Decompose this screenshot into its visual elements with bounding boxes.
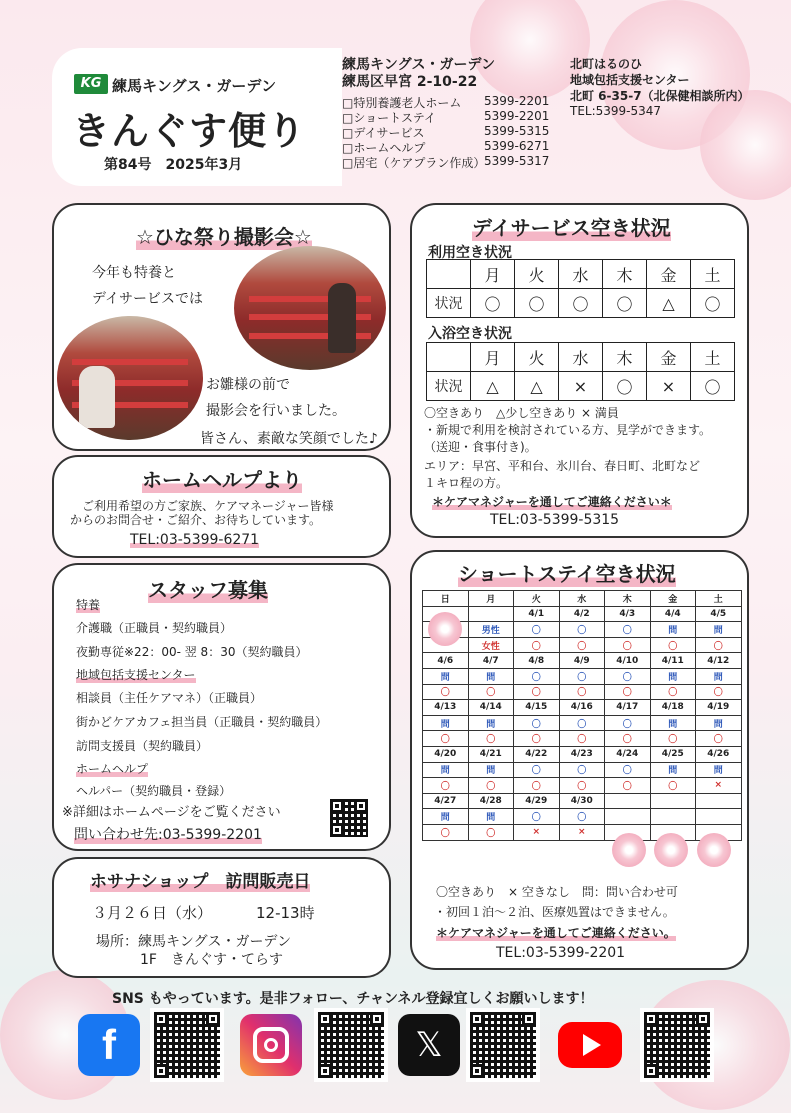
short-stay-cell: 〇	[696, 684, 742, 700]
short-stay-cell: 〇	[605, 684, 651, 700]
short-stay-cell: 問	[468, 762, 514, 778]
short-stay-cell: 〇	[423, 731, 469, 747]
short-stay-cell: 〇	[559, 715, 605, 731]
short-stay-cell: 問	[423, 668, 469, 684]
short-stay-cell: 〇	[605, 778, 651, 794]
short-stay-cell: 〇	[514, 731, 560, 747]
short-stay-day-header: 木	[605, 591, 651, 607]
short-stay-cell: 問	[650, 715, 696, 731]
short-stay-date: 4/23	[559, 746, 605, 762]
short-stay-date: 4/11	[650, 653, 696, 669]
org-name: 練馬キングス・ガーデン	[112, 77, 277, 95]
short-stay-row	[423, 668, 742, 684]
day-service-legend: 〇空きあり △少し空きあり × 満員	[424, 406, 619, 420]
short-stay-cell: 問	[650, 622, 696, 638]
short-stay-legend: 〇空きあり × 空きなし 問：問い合わせ可	[436, 885, 678, 899]
day-header: 金	[647, 260, 691, 289]
hina-photo-left	[57, 316, 203, 440]
usage-cell: 〇	[515, 289, 559, 318]
service-tel: 5399-5315	[484, 124, 550, 138]
short-stay-cell: 〇	[423, 824, 469, 840]
hina-text-5: 皆さん、素敵な笑顔でした♪	[200, 431, 378, 447]
center-name-2: 地域包括支援センター	[570, 73, 690, 87]
service-tel: 5399-2201	[484, 94, 550, 108]
short-stay-cell: 〇	[559, 637, 605, 653]
short-stay-day-header: 金	[650, 591, 696, 607]
day-service-contact: ＊ケアマネジャーを通してご連絡ください＊	[432, 495, 672, 509]
short-stay-cell: 〇	[559, 684, 605, 700]
hina-text-1: 今年も特養と	[92, 265, 176, 281]
short-stay-row	[423, 746, 742, 762]
homehelp-text-1: ご利用希望の方ご家族、ケアマネージャー皆様	[82, 499, 334, 513]
short-stay-cell: 〇	[650, 637, 696, 653]
short-stay-row	[423, 622, 742, 638]
short-stay-date: 4/9	[559, 653, 605, 669]
day-service-tel: TEL:03-5399-5315	[490, 512, 620, 528]
homehelp-title: ホームヘルプより	[142, 464, 302, 493]
usage-cell: 〇	[559, 289, 603, 318]
short-stay-date	[468, 606, 514, 622]
bath-cell: △	[471, 372, 515, 401]
bath-label: 入浴空き状況	[428, 326, 512, 342]
short-stay-cell: 〇	[605, 762, 651, 778]
short-stay-cell: 問	[696, 622, 742, 638]
x-icon[interactable]: 𝕏	[398, 1014, 460, 1076]
hina-photo-right	[234, 246, 386, 370]
day-header: 月	[471, 260, 515, 289]
service-tel: 5399-2201	[484, 109, 550, 123]
usage-table	[426, 259, 735, 318]
short-stay-cell: 〇	[559, 731, 605, 747]
hosana-place-2: 1F きんぐす・てらす	[140, 952, 283, 968]
short-stay-cell: 〇	[650, 731, 696, 747]
facility-address: 練馬区早宮 2-10-22	[342, 74, 478, 90]
facebook-qr-code[interactable]	[150, 1008, 224, 1082]
short-stay-cell: 〇	[468, 684, 514, 700]
short-stay-date: 4/7	[468, 653, 514, 669]
bath-cell: ×	[647, 372, 691, 401]
short-stay-row	[423, 731, 742, 747]
short-stay-date: 4/18	[650, 700, 696, 716]
short-stay-date: 4/25	[650, 746, 696, 762]
service-name: □居宅（ケアプラン作成）	[342, 156, 486, 170]
short-stay-cell: 〇	[423, 684, 469, 700]
staff-item: 特養	[76, 598, 101, 612]
short-stay-cell	[650, 809, 696, 825]
bath-cell: ×	[559, 372, 603, 401]
youtube-qr-code[interactable]	[640, 1008, 714, 1082]
short-stay-cell: 〇	[468, 778, 514, 794]
center-name-1: 北町はるのひ	[570, 57, 643, 71]
row-label: 状況	[427, 289, 471, 318]
short-stay-cell: 〇	[514, 637, 560, 653]
short-stay-table	[422, 590, 742, 841]
day-header: 土	[691, 343, 735, 372]
usage-cell: △	[647, 289, 691, 318]
short-stay-contact: ＊ケアマネジャーを通してご連絡ください。	[436, 926, 676, 940]
day-service-note: ・新規で利用を検討されている方、見学ができます。	[424, 423, 712, 437]
short-stay-cell: 〇	[605, 715, 651, 731]
hina-text-3: お雛様の前で	[206, 377, 290, 393]
short-stay-cell	[696, 809, 742, 825]
short-stay-cell: 〇	[514, 809, 560, 825]
usage-cell: 〇	[471, 289, 515, 318]
youtube-icon[interactable]	[558, 1022, 622, 1068]
short-stay-date: 4/24	[605, 746, 651, 762]
day-header: 金	[647, 343, 691, 372]
short-stay-row	[423, 793, 742, 809]
short-stay-date: 4/14	[468, 700, 514, 716]
service-row	[342, 94, 550, 110]
staff-title: スタッフ募集	[148, 574, 268, 603]
short-stay-cell: 〇	[605, 637, 651, 653]
short-stay-row	[423, 684, 742, 700]
short-stay-date: 4/16	[559, 700, 605, 716]
short-stay-date: 4/5	[696, 606, 742, 622]
short-stay-cell: 〇	[468, 731, 514, 747]
short-stay-date: 4/20	[423, 746, 469, 762]
instagram-icon[interactable]	[240, 1014, 302, 1076]
sakura-icon	[612, 833, 646, 867]
staff-item: 介護職（正職員・契約職員）	[76, 621, 233, 635]
short-stay-cell	[605, 809, 651, 825]
service-list	[342, 94, 550, 170]
short-stay-date: 4/28	[468, 793, 514, 809]
bath-cell: 〇	[691, 372, 735, 401]
day-service-note: エリア：早宮、平和台、氷川台、春日町、北町など	[424, 459, 701, 473]
day-service-note: （送迎・食事付き)。	[424, 440, 537, 454]
short-stay-day-header: 月	[468, 591, 514, 607]
short-stay-cell: 〇	[605, 668, 651, 684]
short-stay-date: 4/22	[514, 746, 560, 762]
short-stay-cell: ×	[514, 824, 560, 840]
short-stay-row	[423, 653, 742, 669]
sakura-icon	[428, 612, 462, 646]
facebook-icon[interactable]: f	[78, 1014, 140, 1076]
short-stay-cell: 〇	[650, 684, 696, 700]
short-stay-cell: 〇	[559, 622, 605, 638]
short-stay-cell: 〇	[559, 778, 605, 794]
short-stay-cell: 問	[468, 809, 514, 825]
short-stay-date: 4/12	[696, 653, 742, 669]
day-header: 木	[603, 260, 647, 289]
short-stay-cell: 女性	[468, 637, 514, 653]
short-stay-cell: 〇	[514, 684, 560, 700]
short-stay-cell: 〇	[559, 762, 605, 778]
short-stay-row	[423, 824, 742, 840]
short-stay-date: 4/30	[559, 793, 605, 809]
hosana-time: 12-13時	[256, 904, 315, 922]
staff-item: ホームヘルプ	[76, 762, 149, 776]
service-name: □ショートステイ	[342, 111, 436, 125]
sakura-icon	[654, 833, 688, 867]
short-stay-date: 4/21	[468, 746, 514, 762]
short-stay-title: ショートステイ空き状況	[458, 558, 676, 587]
day-service-note: １キロ程の方。	[424, 476, 509, 490]
day-header: 水	[559, 260, 603, 289]
short-stay-row	[423, 606, 742, 622]
newsletter-title: きんぐす便り	[72, 109, 307, 153]
short-stay-cell: ×	[696, 778, 742, 794]
sakura-icon	[697, 833, 731, 867]
short-stay-cell: 問	[696, 762, 742, 778]
x-qr-code[interactable]	[466, 1008, 540, 1082]
short-stay-cell: 問	[423, 762, 469, 778]
short-stay-row	[423, 700, 742, 716]
short-stay-date: 4/15	[514, 700, 560, 716]
short-stay-cell: ×	[559, 824, 605, 840]
day-header: 土	[691, 260, 735, 289]
short-stay-cell: 〇	[696, 731, 742, 747]
short-stay-cell: 問	[650, 762, 696, 778]
short-stay-cell: 問	[423, 715, 469, 731]
short-stay-day-header: 日	[423, 591, 469, 607]
day-header: 木	[603, 343, 647, 372]
service-row	[342, 109, 550, 125]
hina-text-4: 撮影会を行いました。	[206, 403, 346, 419]
staff-item: 地域包括支援センター	[76, 668, 196, 682]
short-stay-date: 4/19	[696, 700, 742, 716]
service-name: □ホームヘルプ	[342, 141, 426, 155]
short-stay-cell: 〇	[559, 809, 605, 825]
hosana-title: ホサナショップ 訪問販売日	[90, 867, 310, 892]
short-stay-date	[605, 793, 651, 809]
staff-item: 相談員（主任ケアマネ）（正職員）	[76, 691, 263, 705]
short-stay-date: 4/8	[514, 653, 560, 669]
issue-number: 第84号 2025年3月	[104, 157, 243, 173]
service-name: □特別養護老人ホーム	[342, 96, 462, 110]
short-stay-date: 4/13	[423, 700, 469, 716]
short-stay-cell: 〇	[514, 715, 560, 731]
service-name: □デイサービス	[342, 126, 425, 140]
center-tel: TEL:5399-5347	[570, 104, 662, 118]
usage-label: 利用空き状況	[428, 245, 512, 261]
service-tel: 5399-5317	[484, 154, 550, 168]
short-stay-date: 4/2	[559, 606, 605, 622]
staff-item: ヘルパー（契約職員・登録）	[76, 784, 232, 798]
staff-qr-code[interactable]	[326, 795, 372, 841]
short-stay-date: 4/4	[650, 606, 696, 622]
short-stay-cell: 〇	[468, 824, 514, 840]
short-stay-day-header: 水	[559, 591, 605, 607]
short-stay-cell: 〇	[605, 622, 651, 638]
homehelp-text-2: からのお問合せ・ご紹介、お待ちしています。	[70, 513, 322, 527]
short-stay-date: 4/17	[605, 700, 651, 716]
day-header: 火	[515, 343, 559, 372]
bath-cell: △	[515, 372, 559, 401]
usage-cell: 〇	[691, 289, 735, 318]
hosana-place-1: 場所：練馬キングス・ガーデン	[96, 934, 292, 950]
short-stay-row	[423, 809, 742, 825]
short-stay-cell: 問	[696, 715, 742, 731]
logo-mark: KG	[74, 74, 108, 94]
short-stay-tel: TEL:03-5399-2201	[496, 945, 626, 961]
homehelp-tel: TEL:03-5399-6271	[130, 532, 260, 548]
day-header: 火	[515, 260, 559, 289]
short-stay-day-header: 火	[514, 591, 560, 607]
short-stay-date: 4/26	[696, 746, 742, 762]
short-stay-row	[423, 715, 742, 731]
short-stay-cell: 〇	[514, 622, 560, 638]
short-stay-cell: 〇	[696, 637, 742, 653]
center-address: 北町 6-35-7（北保健相談所内）	[570, 89, 750, 103]
short-stay-date: 4/10	[605, 653, 651, 669]
short-stay-date: 4/29	[514, 793, 560, 809]
short-stay-date	[650, 793, 696, 809]
short-stay-date: 4/3	[605, 606, 651, 622]
instagram-qr-code[interactable]	[314, 1008, 388, 1082]
short-stay-cell: 〇	[423, 778, 469, 794]
service-tel: 5399-6271	[484, 139, 550, 153]
service-row	[342, 154, 550, 170]
short-stay-cell: 男性	[468, 622, 514, 638]
staff-item: 街かどケアカフェ担当員（正職員・契約職員）	[76, 715, 328, 729]
short-stay-cell: 問	[696, 668, 742, 684]
usage-cell: 〇	[603, 289, 647, 318]
day-header: 月	[471, 343, 515, 372]
short-stay-date	[696, 793, 742, 809]
short-stay-cell: 〇	[514, 668, 560, 684]
short-stay-cell: 〇	[514, 762, 560, 778]
staff-note: ※詳細はホームページをご覧ください	[62, 805, 281, 820]
short-stay-cell: 〇	[605, 731, 651, 747]
staff-contact: 問い合わせ先:03-5399-2201	[74, 824, 262, 844]
short-stay-note: ・初回１泊～２泊、医療処置はできません。	[434, 905, 675, 919]
short-stay-cell: 問	[423, 809, 469, 825]
day-service-title: デイサービス空き状況	[472, 212, 671, 241]
staff-item: 夜勤専従※22：00- 翌 8：30（契約職員）	[76, 645, 308, 659]
short-stay-cell: 問	[468, 668, 514, 684]
short-stay-row	[423, 637, 742, 653]
short-stay-cell: 問	[650, 668, 696, 684]
short-stay-cell: 問	[468, 715, 514, 731]
short-stay-day-header: 土	[696, 591, 742, 607]
facility-name: 練馬キングス・ガーデン	[342, 57, 496, 73]
short-stay-date: 4/6	[423, 653, 469, 669]
service-row	[342, 139, 550, 155]
short-stay-row	[423, 778, 742, 794]
short-stay-cell: 〇	[514, 778, 560, 794]
sns-text: SNS もやっています。是非フォロー、チャンネル登録宜しくお願いします！	[112, 991, 594, 1007]
day-header: 水	[559, 343, 603, 372]
short-stay-cell: 〇	[650, 778, 696, 794]
bath-table	[426, 342, 735, 401]
service-row	[342, 124, 550, 140]
row-label: 状況	[427, 372, 471, 401]
hina-title: ☆ひな祭り撮影会☆	[136, 221, 312, 250]
hosana-date: ３月２６日（水）	[92, 904, 213, 922]
short-stay-date: 4/1	[514, 606, 560, 622]
short-stay-cell: 〇	[559, 668, 605, 684]
hina-text-2: デイサービスでは	[92, 291, 204, 307]
short-stay-date: 4/27	[423, 793, 469, 809]
staff-item: 訪問支援員（契約職員）	[76, 739, 209, 753]
bath-cell: 〇	[603, 372, 647, 401]
short-stay-row	[423, 762, 742, 778]
